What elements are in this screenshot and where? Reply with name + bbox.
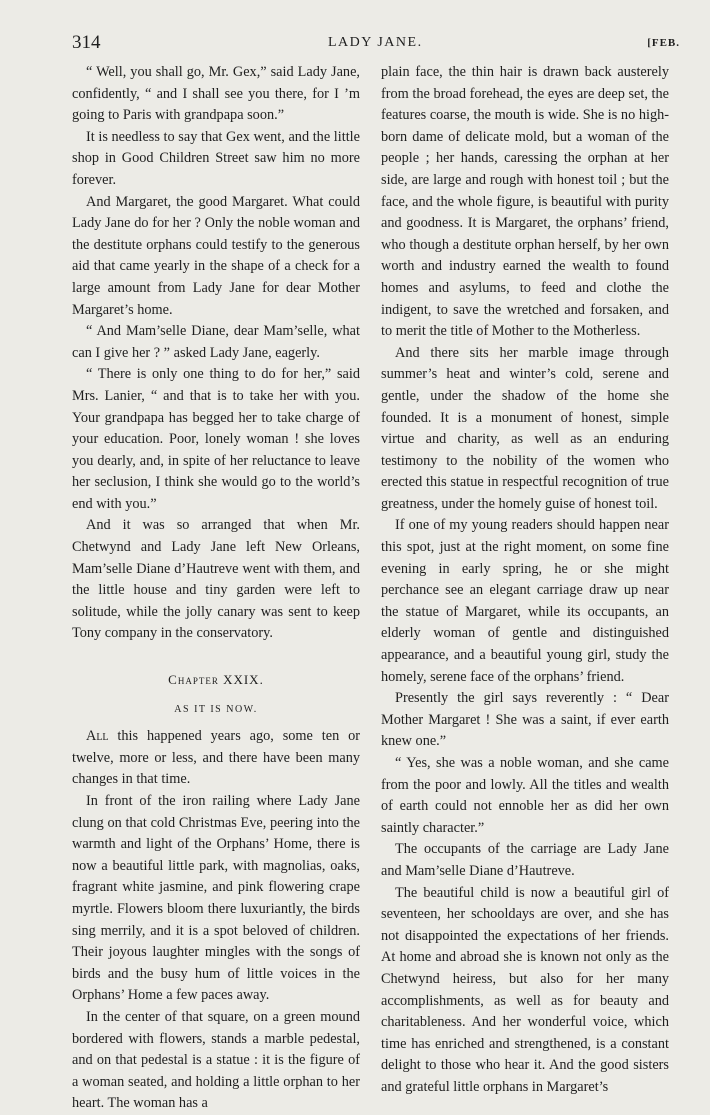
chapter-title: Chapter XXIX. [168, 672, 264, 688]
paragraph: “ Yes, she was a noble woman, and she came from the poor and lowly. All the titles and wealth of earth could not ennoble her as did her own saintly character.” [381, 755, 669, 836]
paragraph-text: this happened years ago, some ten or twelve, more or less, and there have been many changes in that time. [72, 728, 360, 788]
page-number: 314 [72, 32, 101, 53]
paragraph: If one of my young readers should happen near this spot, just at the right moment, on some fine evening in early spring, he or she might perchance see an elegant carriage draw up near the statue of Margaret, while its occupants, an elderly woman of gentle and distinguished appearance, and a beautiful young girl, study the homely, serene face of the orphans’ friend. [381, 517, 669, 685]
paragraph: “ There is only one thing to do for her,” said Mrs. Lanier, “ and that is to take her with you. Your grandpapa has begged her to take charge of your education. Poor, lonely woman ! she loves you dearly, and, in spite of her reluctance to leave her seclusion, I think she would go to the world’s end with you.” [72, 366, 360, 512]
paragraph: In the center of that square, on a green mound bordered with flowers, stands a marble pedestal, and on that pedestal is a statue : it is the figure of a woman seated, and holding a little orphan to her heart. The woman has a [72, 1008, 360, 1112]
page-header [72, 32, 680, 54]
paragraph: Presently the girl says reverently : “ Dear Mother Margaret ! She was a saint, if ever earth knew one.” [381, 690, 669, 750]
paragraph: And it was so arranged that when Mr. Chetwynd and Lady Jane left New Orleans, Mam’selle Diane d’Hautreve went with them, and the little house and tiny garden were left to solitude, while the jolly canary was sent to keep Tony company in the conservatory. [72, 517, 360, 642]
left-column [72, 62, 360, 1115]
paragraph: The occupants of the carriage are Lady Jane and Mam’selle Diane d’Hautreve. [381, 841, 669, 879]
paragraph: plain face, the thin hair is drawn back austerely from the broad forehead, the eyes are deep set, the features coarse, the mouth is wide. She is no high-born dame of delicate mold, but a woman of the people ; her hands, caressing the orphan at her side, are large and rough with honest toil ; but the face, and the whole figure, is beautiful with purity and goodness. It is Margaret, the orphans’ friend, who though a destitute orphan herself, by her own worth and industry earned the wealth to found homes and asylums, to feed and clothe the indigent, to save the wretched and forsaken, and to merit the title of Mother to the Motherless. [381, 64, 669, 340]
running-title: LADY JANE. [328, 35, 423, 50]
right-column [381, 62, 669, 1099]
paragraph: And Margaret, the good Margaret. What could Lady Jane do for her ? Only the noble woman and the destitute orphans could testify to the generous aid that came yearly in the shape of a check for a large amount from Lady Jane for dear Mother Margaret’s home. [72, 193, 360, 318]
issue-month: [FEB. [647, 37, 680, 49]
chapter-subtitle: AS IT IS NOW. [174, 703, 258, 715]
lead-word: All [86, 728, 109, 745]
paragraph: “ Well, you shall go, Mr. Gex,” said Lady Jane, confidently, “ and I shall see you there, for I ’m going to Paris with grandpapa soon.” [72, 64, 360, 124]
paragraph: “ And Mam’selle Diane, dear Mam’selle, what can I give her ? ” asked Lady Jane, eagerly. [72, 323, 360, 361]
paragraph: And there sits her marble image through summer’s heat and winter’s cold, serene and gentle, under the shadow of the home she founded. It is a monument of honest, simple virtue and charity, as well as an enduring testimony to the nobility of the women who erected this statue in respectful recognition of true greatness, under the homely guise of honest toil. [381, 344, 669, 512]
paragraph: The beautiful child is now a beautiful girl of seventeen, her schooldays are over, and she has not disappointed the expectations of her friends. At home and abroad she is known not only as the Chetwynd heiress, but also for her many accomplishments, as well as for beauty and charitableness. And her wonderful voice, which time has enriched and strengthened, is a constant delight to those who hear it. And the good sisters and grateful little orphans in Margaret’s [381, 884, 669, 1095]
paragraph: It is needless to say that Gex went, and the little shop in Good Children Street saw him no more forever. [72, 128, 360, 188]
paragraph: In front of the iron railing where Lady Jane clung on that cold Christmas Eve, peering into the warmth and light of the Orphans’ Home, there is now a beautiful little park, with magnolias, oaks, fragrant white jasmine, and pink flowering crape myrtle. Flowers bloom there luxuriantly, the birds sing merrily, and it is a spot beloved of children. Their joyous laughter mingles with the songs of birds and the busy hum of little voices in the Orphans’ Home a few paces away. [72, 793, 360, 1004]
paragraph [72, 726, 360, 791]
